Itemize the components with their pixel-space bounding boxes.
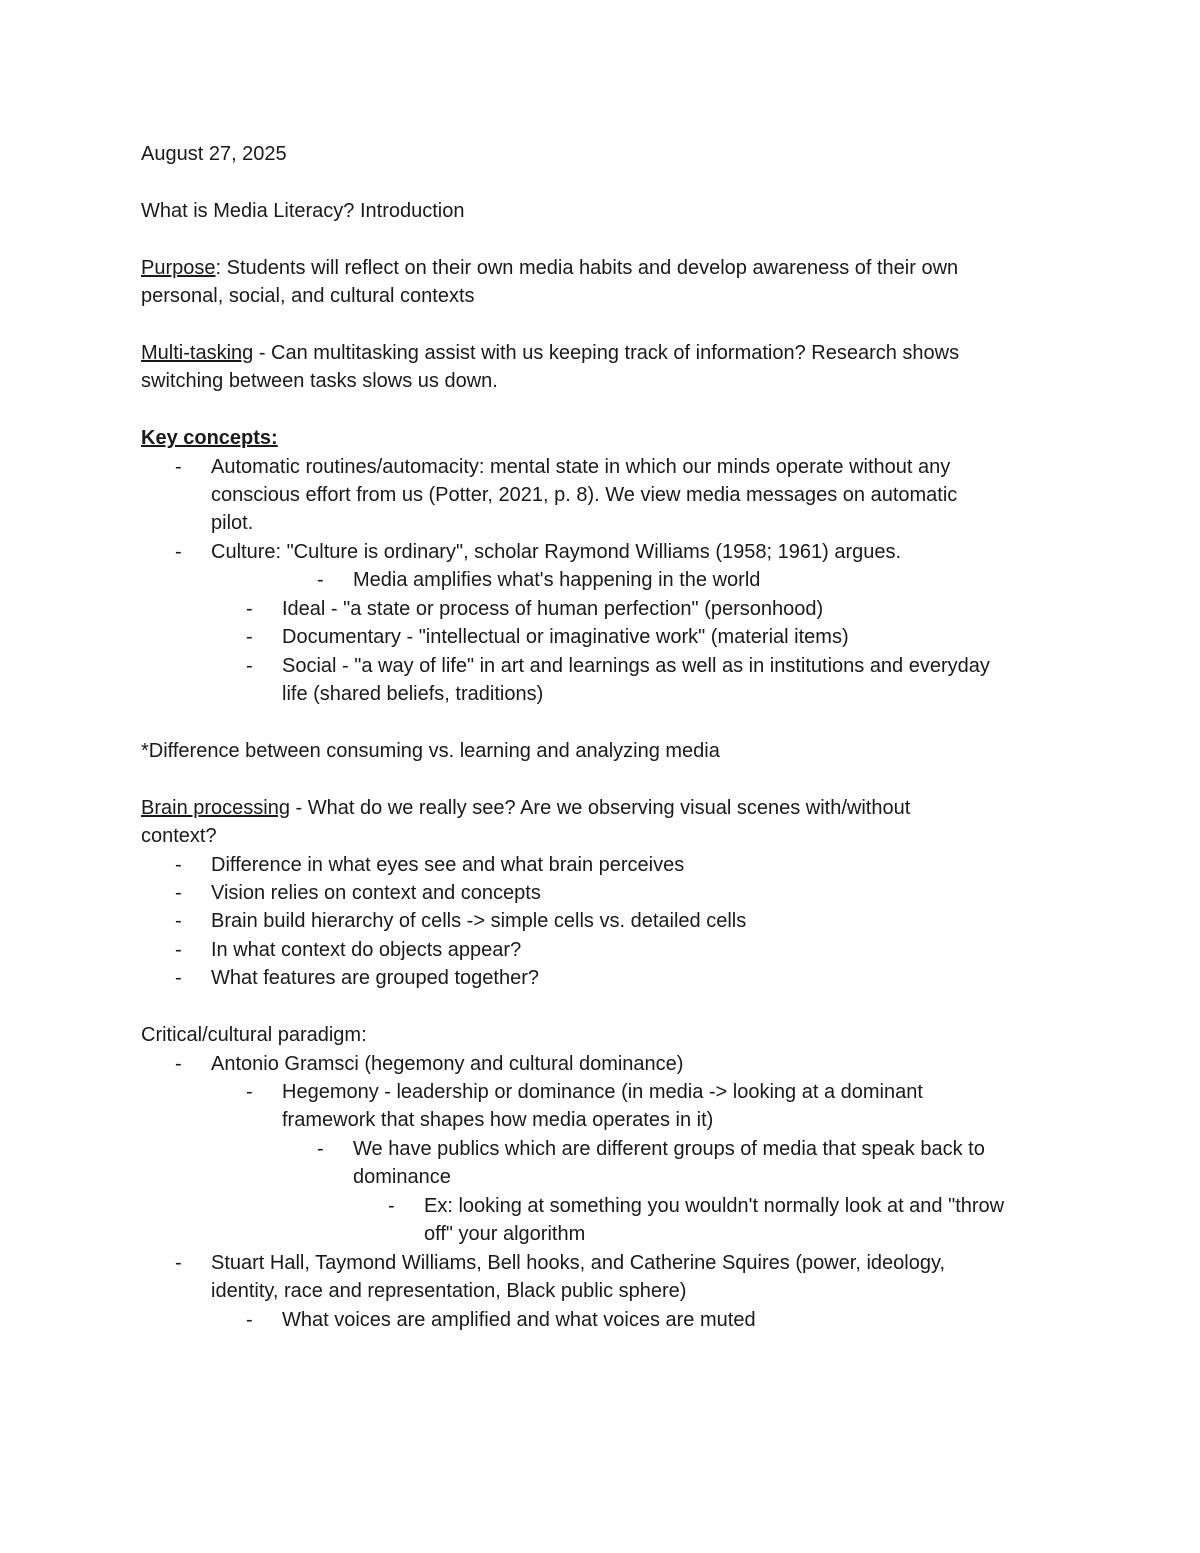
hegemony-line-1: Hegemony - leadership or dominance (in media -> looking at a dominant [282, 1081, 923, 1103]
difference-note: *Difference between consuming vs. learning and analyzing media [141, 740, 720, 762]
culture-item: Culture: "Culture is ordinary", scholar Raymond Williams (1958; 1961) argues. [211, 541, 902, 563]
bullet-dash: - [246, 1081, 253, 1103]
amplifies-item: Media amplifies what's happening in the world [353, 569, 761, 591]
list-item: In what context do objects appear? [211, 939, 522, 961]
purpose-line-1 [141, 254, 958, 282]
documentary-item: Documentary - "intellectual or imaginative work" (material items) [282, 626, 849, 648]
hall-line-2: identity, race and representation, Black public sphere) [211, 1280, 687, 1302]
list-item: Difference in what eyes see and what brain perceives [211, 854, 685, 876]
bullet-dash: - [175, 1053, 182, 1075]
date: August 27, 2025 [141, 143, 287, 165]
hegemony-line-2: framework that shapes how media operates in it) [282, 1109, 714, 1131]
bullet-dash: - [246, 626, 253, 648]
gramsci-item: Antonio Gramsci (hegemony and cultural dominance) [211, 1053, 684, 1075]
brain-line-2: context? [141, 825, 217, 847]
automatic-line-3: pilot. [211, 512, 254, 534]
bullet-dash: - [175, 910, 182, 932]
purpose-label: Purpose [141, 257, 216, 279]
bullet-dash: - [175, 854, 182, 876]
bullet-dash: - [175, 882, 182, 904]
bullet-dash: - [317, 1138, 324, 1160]
bullet-dash: - [388, 1195, 395, 1217]
multitasking-text: - Can multitasking assist with us keeping track of information? Research shows [253, 342, 960, 364]
brain-line-1 [141, 794, 910, 822]
automatic-line-2: conscious effort from us (Potter, 2021, p. 8). We view media messages on automatic [211, 484, 958, 506]
publics-line-1: We have publics which are different groups of media that speak back to [353, 1138, 985, 1160]
bullet-dash: - [246, 655, 253, 677]
list-item: What features are grouped together? [211, 967, 539, 989]
bullet-dash: - [175, 541, 182, 563]
multitasking-line-1 [141, 339, 959, 367]
bullet-dash: - [317, 569, 324, 591]
list-item: Brain build hierarchy of cells -> simple cells vs. detailed cells [211, 910, 747, 932]
multitasking-line-2: switching between tasks slows us down. [141, 370, 498, 392]
bullet-dash: - [175, 939, 182, 961]
publics-line-2: dominance [353, 1166, 451, 1188]
page-title: What is Media Literacy? Introduction [141, 200, 465, 222]
critical-heading: Critical/cultural paradigm: [141, 1024, 367, 1046]
brain-text: - What do we really see? Are we observing visual scenes with/without [289, 797, 911, 819]
hall-line-1: Stuart Hall, Taymond Williams, Bell hooks, and Catherine Squires (power, ideology, [211, 1252, 946, 1274]
purpose-line-2: personal, social, and cultural contexts [141, 285, 475, 307]
example-line-1: Ex: looking at something you wouldn't normally look at and "throw [424, 1195, 1005, 1217]
list-item: Vision relies on context and concepts [211, 882, 541, 904]
multitasking-label: Multi-tasking [141, 342, 254, 364]
brain-label: Brain processing [141, 797, 290, 819]
social-line-1: Social - "a way of life" in art and learnings as well as in institutions and everyday [282, 655, 990, 677]
bullet-dash: - [246, 1309, 253, 1331]
bullet-dash: - [175, 1252, 182, 1274]
bullet-dash: - [175, 967, 182, 989]
ideal-item: Ideal - "a state or process of human perfection" (personhood) [282, 598, 824, 620]
bullet-dash: - [246, 598, 253, 620]
example-line-2: off" your algorithm [424, 1223, 586, 1245]
social-line-2: life (shared beliefs, traditions) [282, 683, 544, 705]
automatic-line-1: Automatic routines/automacity: mental state in which our minds operate without any [211, 456, 951, 478]
voices-item: What voices are amplified and what voices are muted [282, 1309, 756, 1331]
bullet-dash: - [175, 456, 182, 478]
purpose-text: : Students will reflect on their own media habits and develop awareness of their own [215, 257, 959, 279]
key-concepts-heading: Key concepts: [141, 427, 278, 449]
